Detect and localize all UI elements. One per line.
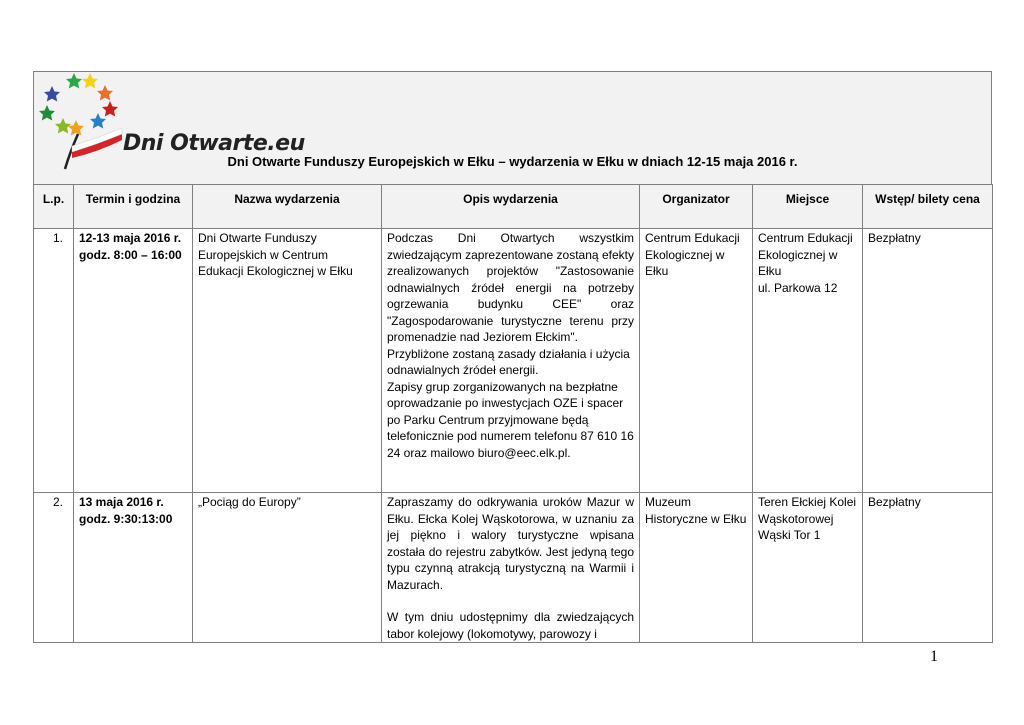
event-description-paragraph: Zapraszamy do odkrywania uroków Mazur w Ełku. Ełcka Kolej Wąskotorowa, w uznaniu za jej piękno i walory turystyczne wpisana została do rejestru zabytków. Jest jedyną tego typu czynną atrakcją turystyczną na Warmii i Mazurach. [387,495,634,592]
row-number: 2. [34,493,74,643]
row-number: 1. [34,229,74,493]
column-header-wstep: Wstęp/ bilety cena [863,185,993,229]
column-header-opis: Opis wydarzenia [382,185,640,229]
event-name: Dni Otwarte Funduszy Europejskich w Centrum Edukacji Ekologicznej w Ełku [193,229,382,493]
table-row [34,229,993,493]
page-title: Dni Otwarte Funduszy Europejskich w Ełku – wydarzenia w Ełku w dniach 12-15 maja 2016 r. [227,154,798,169]
event-entry-price: Bezpłatny [863,493,993,643]
page-number: 1 [930,648,938,665]
event-location: Centrum Edukacji Ekologicznej w Ełku [758,231,853,278]
event-organizer: Centrum Edukacji Ekologicznej w Ełku [640,229,753,493]
event-time: godz. 8:00 – 16:00 [79,247,182,262]
table-row [34,493,993,643]
event-entry-price: Bezpłatny [863,229,993,493]
event-name: „Pociąg do Europy” [193,493,382,643]
event-date: 13 maja 2016 r. [79,495,164,509]
event-time: godz. 9:30:13:00 [79,511,173,526]
event-description-paragraph: Przybliżone zostaną zasady działania i użycia odnawialnych źródeł energii. [387,346,630,377]
event-description-cell [382,493,640,643]
column-header-nazwa: Nazwa wydarzenia [193,185,382,229]
table-header-row [34,185,993,229]
event-address: ul. Parkowa 12 [758,280,838,295]
event-description-paragraph: W tym dniu udostępnimy dla zwiedzających tabor kolejowy (lokomotywy, parowozy i [387,610,634,641]
column-header-miejsce: Miejsce [753,185,863,229]
event-date: 12-13 maja 2016 r. [79,231,182,245]
column-header-lp: L.p. [34,185,74,229]
event-location-cell [753,229,863,493]
event-description-paragraph: Zapisy grup zorganizowanych na bezpłatne oprowadzanie po inwestycjach OZE i spacer po Parku Centrum przyjmowane będą telefonicznie pod numerem telefonu 87 610 16 24 oraz mailowo biuro@eec.elk.pl. [387,379,634,460]
event-description-cell [382,229,640,493]
events-table [33,184,993,643]
event-organizer: Muzeum Historyczne w Ełku [640,493,753,643]
column-header-organizator: Organizator [640,185,753,229]
event-date-cell [74,229,193,493]
event-location: Teren Ełckiej Kolei Wąskotorowej Wąski Tor 1 [758,495,857,542]
header [33,71,992,184]
event-description-paragraph: Podczas Dni Otwartych wszystkim zwiedzającym zaprezentowane zostaną efekty zrealizowanych projektów "Zastosowanie odnawialnych źródeł energii na potrzeby ogrzewania budynku CEE" oraz "Zagospodarowanie turystyczne terenu przy promenadzie nad Jeziorem Ełckim". [387,231,634,344]
column-header-termin: Termin i godzina [74,185,193,229]
document-sheet [33,71,992,643]
event-date-cell [74,493,193,643]
logo-text: Dni Otwarte.eu [123,131,305,156]
event-location-cell [753,493,863,643]
